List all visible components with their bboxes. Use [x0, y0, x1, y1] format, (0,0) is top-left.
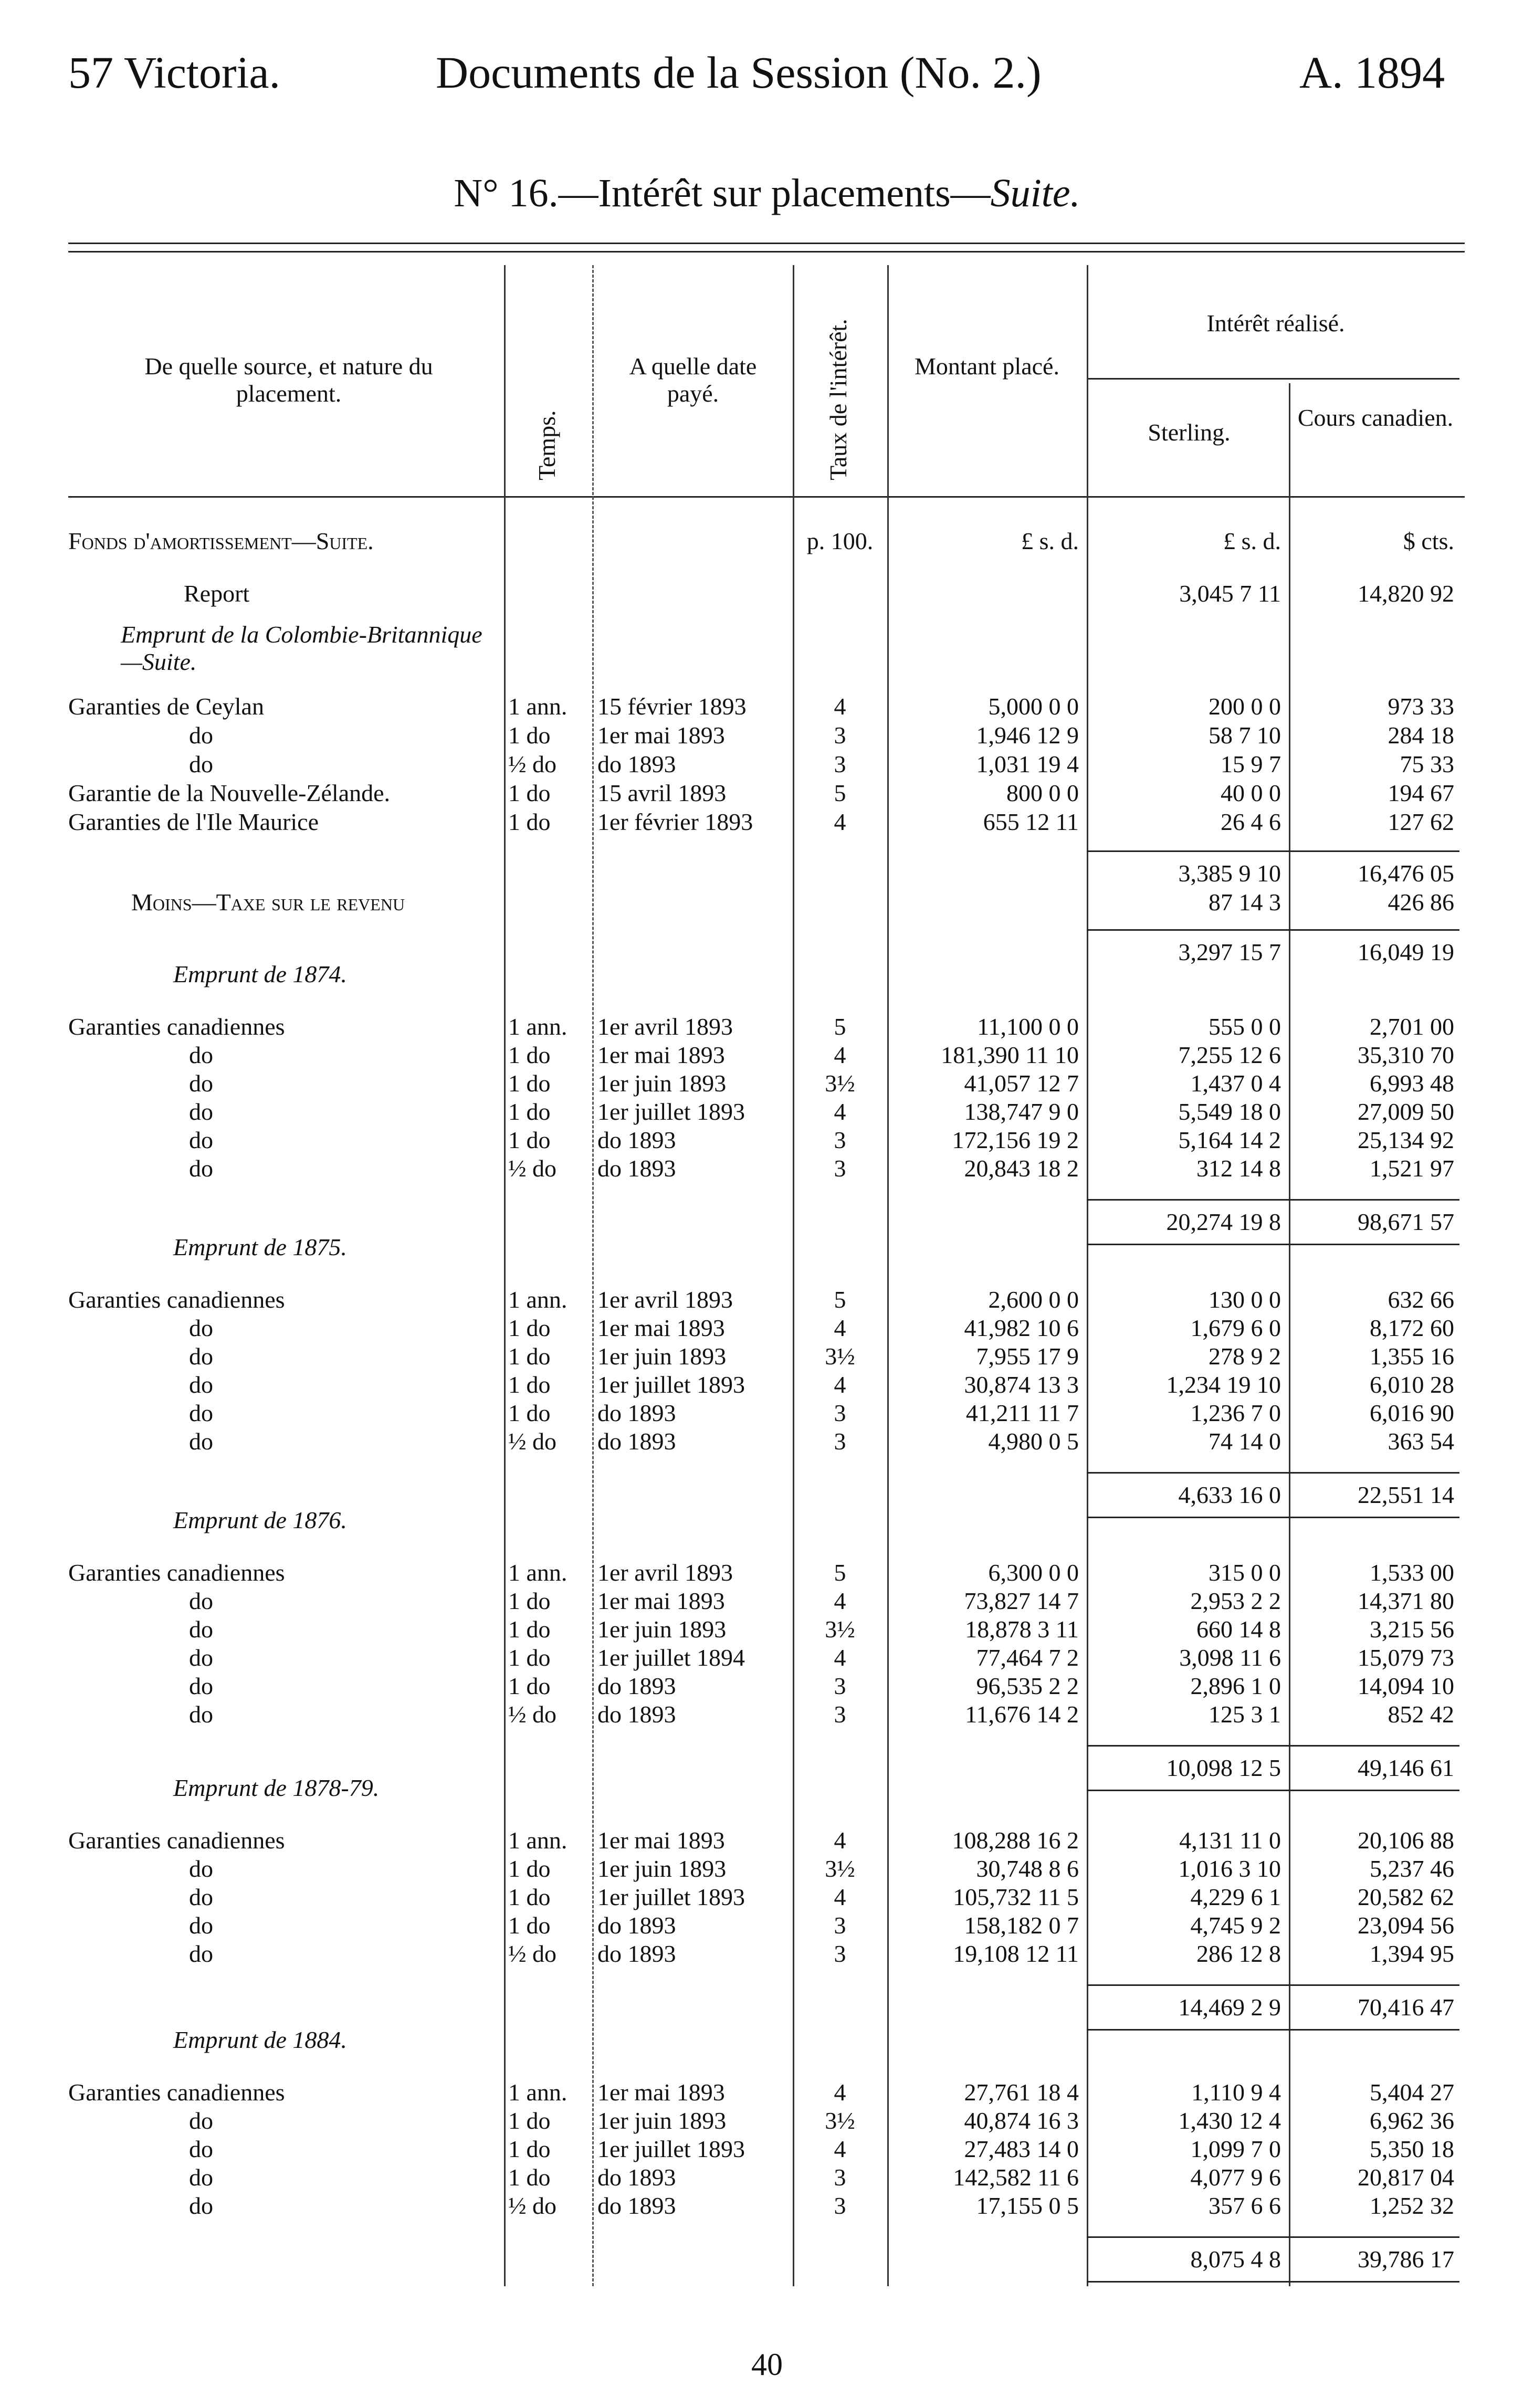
row-temps: ½ do — [508, 1701, 556, 1728]
row-taux: 3 — [834, 1127, 846, 1153]
row-taux: 4 — [834, 1827, 846, 1854]
col-divider-source — [504, 265, 506, 2286]
row-date: 1er juillet 1893 — [597, 1098, 745, 1125]
row-sterling: 2,896 1 0 — [1190, 1673, 1281, 1699]
row-sterling: 3,098 11 6 — [1179, 1644, 1281, 1671]
row-source: do — [189, 1155, 213, 1182]
row-taux: 5 — [834, 1559, 846, 1586]
loan-section-title: Emprunt de 1884. — [173, 2026, 347, 2053]
report-sterling: 3,045 7 11 — [1179, 580, 1281, 607]
loan-section-title: Emprunt de 1876. — [173, 1507, 347, 1533]
row-source: Garanties canadiennes — [68, 1013, 285, 1040]
row-montant: 800 0 0 — [1006, 780, 1079, 806]
row-sterling: 40 0 0 — [1221, 780, 1281, 806]
page-number: 40 — [751, 2347, 783, 2382]
col-divider-taux — [887, 265, 889, 2286]
loan-total-cours: 70,416 47 — [1358, 1994, 1454, 2021]
row-sterling: 58 7 10 — [1209, 722, 1281, 749]
row-temps: 1 do — [508, 2136, 551, 2162]
row-source: do — [189, 2107, 213, 2134]
row-temps: ½ do — [508, 1428, 556, 1455]
row-sterling: 15 9 7 — [1221, 751, 1281, 777]
row-montant: 18,878 3 11 — [965, 1616, 1079, 1643]
row-temps: 1 do — [508, 1315, 551, 1341]
row-source: do — [189, 1644, 213, 1671]
colhead-sterling: Sterling. — [1148, 419, 1231, 446]
row-sterling: 1,234 19 10 — [1166, 1371, 1281, 1398]
row-montant: 41,211 11 7 — [965, 1400, 1079, 1426]
row-date: do 1893 — [597, 1155, 676, 1182]
row-temps: 1 do — [508, 1042, 551, 1068]
row-montant: 73,827 14 7 — [964, 1587, 1079, 1614]
row-cours: 284 18 — [1388, 722, 1454, 749]
row-cours: 632 66 — [1388, 1286, 1454, 1313]
row-source: Garanties canadiennes — [68, 2079, 285, 2106]
loan-section-title: Emprunt de 1875. — [173, 1234, 347, 1260]
row-taux: 3 — [834, 1701, 846, 1728]
row-taux: 3 — [834, 1912, 846, 1939]
row-date: 1er juillet 1893 — [597, 2136, 745, 2162]
row-cours: 3,215 56 — [1370, 1616, 1454, 1643]
row-date: 1er juin 1893 — [597, 1855, 727, 1882]
header-session-year: 57 Victoria. — [68, 47, 281, 98]
loan-total-rule — [1087, 1984, 1459, 1986]
row-taux: 3½ — [825, 1070, 855, 1097]
row-temps: 1 ann. — [508, 2079, 568, 2106]
colhead-interet: Intérêt réalisé. — [1206, 310, 1345, 337]
row-temps: 1 do — [508, 1855, 551, 1882]
row-source: do — [189, 1701, 213, 1728]
row-sterling: 1,110 9 4 — [1191, 2079, 1281, 2106]
loan-total-bottom-rule — [1087, 1517, 1459, 1518]
row-sterling: 5,549 18 0 — [1178, 1098, 1281, 1125]
row-source: do — [189, 1315, 213, 1341]
colhead-cours: Cours canadien. — [1297, 404, 1454, 431]
loan-total-sterling: 4,633 16 0 — [1178, 1481, 1281, 1508]
row-source: do — [189, 1673, 213, 1699]
loan-total-sterling: 20,274 19 8 — [1166, 1208, 1281, 1235]
row-source: do — [189, 2136, 213, 2162]
moins-sterling: 87 14 3 — [1209, 889, 1281, 916]
row-date: 1er mai 1893 — [597, 2079, 725, 2106]
row-date: do 1893 — [597, 1127, 676, 1153]
row-source: Garanties de Ceylan — [68, 693, 264, 720]
row-cours: 194 67 — [1388, 780, 1454, 806]
row-montant: 4,980 0 5 — [988, 1428, 1079, 1455]
row-sterling: 125 3 1 — [1209, 1701, 1281, 1728]
row-cours: 127 62 — [1388, 808, 1454, 835]
row-cours: 363 54 — [1388, 1428, 1454, 1455]
row-sterling: 555 0 0 — [1209, 1013, 1281, 1040]
row-date: 1er mai 1893 — [597, 722, 725, 749]
row-montant: 181,390 11 10 — [941, 1042, 1079, 1068]
row-taux: 4 — [834, 1098, 846, 1125]
header-document-title: Documents de la Session (No. 2.) — [436, 47, 1042, 98]
row-date: do 1893 — [597, 1673, 676, 1699]
colhead-date: A quelle date payé. — [629, 353, 757, 407]
loan-total-rule — [1087, 1199, 1459, 1201]
col-divider-temps — [592, 265, 594, 2286]
row-date: 1er juin 1893 — [597, 2107, 727, 2134]
row-date: 15 avril 1893 — [597, 780, 727, 806]
row-date: 1er mai 1893 — [597, 1587, 725, 1614]
row-montant: 105,732 11 5 — [953, 1884, 1079, 1910]
row-cours: 6,010 28 — [1370, 1371, 1454, 1398]
row-montant: 17,155 0 5 — [976, 2192, 1079, 2219]
row-source: do — [189, 2192, 213, 2219]
unit-taux: p. 100. — [806, 528, 874, 554]
row-taux: 4 — [834, 1884, 846, 1910]
row-taux: 3 — [834, 1940, 846, 1967]
net-rule — [1087, 929, 1459, 931]
row-montant: 77,464 7 2 — [976, 1644, 1079, 1671]
moins-label: Moins—Taxe sur le revenu — [131, 889, 405, 916]
row-taux: 5 — [834, 1286, 846, 1313]
row-sterling: 4,077 9 6 — [1190, 2164, 1281, 2191]
row-cours: 14,371 80 — [1358, 1587, 1454, 1614]
row-temps: 1 ann. — [508, 1286, 568, 1313]
loan-total-rule — [1087, 1472, 1459, 1474]
row-taux: 3 — [834, 2164, 846, 2191]
row-taux: 3 — [834, 1673, 846, 1699]
row-montant: 27,483 14 0 — [964, 2136, 1079, 2162]
unit-sterling: £ s. d. — [1223, 528, 1281, 554]
row-date: do 1893 — [597, 1701, 676, 1728]
row-sterling: 4,745 9 2 — [1190, 1912, 1281, 1939]
row-temps: 1 ann. — [508, 1013, 568, 1040]
row-temps: 1 do — [508, 1616, 551, 1643]
row-source: do — [189, 751, 213, 777]
loan-total-bottom-rule — [1087, 2281, 1459, 2283]
row-temps: 1 do — [508, 1371, 551, 1398]
row-sterling: 1,236 7 0 — [1190, 1400, 1281, 1426]
row-source: do — [189, 1098, 213, 1125]
row-taux: 5 — [834, 780, 846, 806]
row-temps: 1 do — [508, 722, 551, 749]
row-date: 1er avril 1893 — [597, 1013, 733, 1040]
row-date: 1er juin 1893 — [597, 1616, 727, 1643]
colhead-source: De quelle source, et nature du placement. — [144, 353, 433, 407]
row-source: do — [189, 1616, 213, 1643]
row-montant: 2,600 0 0 — [988, 1286, 1079, 1313]
row-temps: 1 do — [508, 1912, 551, 1939]
net-cours: 16,049 19 — [1358, 939, 1454, 965]
row-sterling: 1,437 0 4 — [1190, 1070, 1281, 1097]
row-montant: 7,955 17 9 — [976, 1343, 1079, 1370]
row-taux: 4 — [834, 1042, 846, 1068]
loan-total-cours: 39,786 17 — [1358, 2246, 1454, 2273]
row-temps: ½ do — [508, 751, 556, 777]
row-taux: 3 — [834, 751, 846, 777]
row-montant: 655 12 11 — [983, 808, 1079, 835]
loan-total-rule — [1087, 1745, 1459, 1747]
row-temps: 1 do — [508, 1400, 551, 1426]
row-sterling: 357 6 6 — [1209, 2192, 1281, 2219]
row-montant: 41,057 12 7 — [964, 1070, 1079, 1097]
row-date: do 1893 — [597, 1428, 676, 1455]
row-sterling: 278 9 2 — [1209, 1343, 1281, 1370]
row-montant: 20,843 18 2 — [964, 1155, 1079, 1182]
row-montant: 30,874 13 3 — [964, 1371, 1079, 1398]
row-montant: 5,000 0 0 — [988, 693, 1079, 720]
row-montant: 142,582 11 6 — [953, 2164, 1079, 2191]
row-cours: 75 33 — [1400, 751, 1454, 777]
row-date: 1er juin 1893 — [597, 1343, 727, 1370]
row-taux: 5 — [834, 1013, 846, 1040]
loan-total-cours: 49,146 61 — [1358, 1754, 1454, 1781]
interet-subheader-rule — [1087, 378, 1459, 380]
loan-total-sterling: 10,098 12 5 — [1166, 1754, 1281, 1781]
col-divider-montant — [1087, 265, 1088, 2286]
row-montant: 158,182 0 7 — [964, 1912, 1079, 1939]
row-montant: 19,108 12 11 — [953, 1940, 1079, 1967]
row-date: 1er avril 1893 — [597, 1559, 733, 1586]
row-cours: 1,355 16 — [1370, 1343, 1454, 1370]
row-montant: 172,156 19 2 — [952, 1127, 1079, 1153]
row-taux: 3½ — [825, 2107, 855, 2134]
row-temps: 1 do — [508, 1644, 551, 1671]
col-divider-date — [793, 265, 794, 2286]
row-source: do — [189, 1400, 213, 1426]
row-cours: 2,701 00 — [1370, 1013, 1454, 1040]
row-montant: 96,535 2 2 — [976, 1673, 1079, 1699]
row-source: do — [189, 1940, 213, 1967]
row-taux: 3 — [834, 1400, 846, 1426]
row-source: Garanties canadiennes — [68, 1286, 285, 1313]
row-cours: 852 42 — [1388, 1701, 1454, 1728]
loan-total-sterling: 14,469 2 9 — [1178, 1994, 1281, 2021]
row-montant: 27,761 18 4 — [964, 2079, 1079, 2106]
row-source: do — [189, 2164, 213, 2191]
row-montant: 1,031 19 4 — [976, 751, 1079, 777]
row-source: do — [189, 1343, 213, 1370]
row-taux: 4 — [834, 2136, 846, 2162]
section-fonds-amortissement: Fonds d'amortissement—Suite. — [68, 528, 374, 554]
row-cours: 1,533 00 — [1370, 1559, 1454, 1586]
row-date: 1er juillet 1893 — [597, 1371, 745, 1398]
row-cours: 973 33 — [1388, 693, 1454, 720]
row-sterling: 4,229 6 1 — [1190, 1884, 1281, 1910]
row-temps: 1 ann. — [508, 1827, 568, 1854]
row-temps: 1 do — [508, 1587, 551, 1614]
loan-section-title: Emprunt de 1874. — [173, 961, 347, 987]
row-sterling: 4,131 11 0 — [1179, 1827, 1281, 1854]
loan-total-sterling: 8,075 4 8 — [1190, 2246, 1281, 2273]
row-montant: 138,747 9 0 — [964, 1098, 1079, 1125]
row-sterling: 1,016 3 10 — [1178, 1855, 1281, 1882]
row-sterling: 1,430 12 4 — [1178, 2107, 1281, 2134]
row-date: 1er mai 1893 — [597, 1827, 725, 1854]
row-cours: 1,521 97 — [1370, 1155, 1454, 1182]
row-source: do — [189, 1070, 213, 1097]
row-cours: 6,016 90 — [1370, 1400, 1454, 1426]
report-label: Report — [184, 580, 250, 607]
report-cours: 14,820 92 — [1358, 580, 1454, 607]
row-cours: 35,310 70 — [1358, 1042, 1454, 1068]
row-taux: 3½ — [825, 1616, 855, 1643]
row-temps: 1 do — [508, 2164, 551, 2191]
row-cours: 25,134 92 — [1358, 1127, 1454, 1153]
header-report-year: A. 1894 — [1299, 47, 1445, 98]
row-montant: 30,748 8 6 — [976, 1855, 1079, 1882]
row-cours: 5,237 46 — [1370, 1855, 1454, 1882]
row-temps: 1 do — [508, 1673, 551, 1699]
row-sterling: 312 14 8 — [1196, 1155, 1281, 1182]
loan-total-bottom-rule — [1087, 1790, 1459, 1791]
row-cours: 14,094 10 — [1358, 1673, 1454, 1699]
row-temps: 1 do — [508, 808, 551, 835]
row-temps: ½ do — [508, 1155, 556, 1182]
row-sterling: 1,099 7 0 — [1190, 2136, 1281, 2162]
row-date: 15 février 1893 — [597, 693, 747, 720]
row-taux: 4 — [834, 693, 846, 720]
colhead-montant: Montant placé. — [915, 353, 1059, 380]
row-taux: 4 — [834, 808, 846, 835]
row-source: Garantie de la Nouvelle-Zélande. — [68, 780, 391, 806]
row-date: do 1893 — [597, 1400, 676, 1426]
row-temps: ½ do — [508, 1940, 556, 1967]
row-cours: 5,404 27 — [1370, 2079, 1454, 2106]
row-date: do 1893 — [597, 751, 676, 777]
row-taux: 4 — [834, 1371, 846, 1398]
loan-total-bottom-rule — [1087, 1244, 1459, 1245]
row-taux: 3 — [834, 722, 846, 749]
table-top-rule-1 — [68, 243, 1465, 244]
table-header-bottom-rule — [68, 496, 1465, 498]
row-cours: 23,094 56 — [1358, 1912, 1454, 1939]
row-temps: 1 do — [508, 1098, 551, 1125]
loan-total-bottom-rule — [1087, 2029, 1459, 2031]
row-sterling: 2,953 2 2 — [1190, 1587, 1281, 1614]
row-cours: 20,106 88 — [1358, 1827, 1454, 1854]
row-sterling: 74 14 0 — [1209, 1428, 1281, 1455]
row-source: do — [189, 722, 213, 749]
row-sterling: 7,255 12 6 — [1178, 1042, 1281, 1068]
row-source: do — [189, 1127, 213, 1153]
row-source: do — [189, 1884, 213, 1910]
row-date: 1er mai 1893 — [597, 1315, 725, 1341]
row-source: do — [189, 1042, 213, 1068]
row-montant: 41,982 10 6 — [964, 1315, 1079, 1341]
subtotal-rule — [1087, 850, 1459, 852]
row-montant: 11,676 14 2 — [965, 1701, 1079, 1728]
title-suffix: Suite. — [990, 171, 1080, 215]
section-colombie-title: Emprunt de la Colombie-Britannique—Suite. — [121, 621, 482, 675]
row-taux: 3½ — [825, 1855, 855, 1882]
row-source: Garanties canadiennes — [68, 1559, 285, 1586]
row-taux: 4 — [834, 1315, 846, 1341]
row-cours: 27,009 50 — [1358, 1098, 1454, 1125]
row-temps: 1 do — [508, 780, 551, 806]
row-cours: 5,350 18 — [1370, 2136, 1454, 2162]
row-source: do — [189, 1587, 213, 1614]
row-source: Garanties de l'Ile Maurice — [68, 808, 319, 835]
row-source: do — [189, 1855, 213, 1882]
row-date: 1er juillet 1893 — [597, 1884, 745, 1910]
row-date: 1er avril 1893 — [597, 1286, 733, 1313]
row-sterling: 660 14 8 — [1196, 1616, 1281, 1643]
section-total-cours: 16,476 05 — [1358, 860, 1454, 887]
row-taux: 3½ — [825, 1343, 855, 1370]
row-temps: 1 do — [508, 1070, 551, 1097]
row-cours: 15,079 73 — [1358, 1644, 1454, 1671]
unit-cours: $ cts. — [1403, 528, 1454, 554]
row-temps: 1 do — [508, 2107, 551, 2134]
loan-section-title: Emprunt de 1878-79. — [173, 1774, 380, 1801]
row-date: do 1893 — [597, 1912, 676, 1939]
row-montant: 108,288 16 2 — [952, 1827, 1079, 1854]
loan-total-rule — [1087, 2236, 1459, 2238]
row-temps: 1 do — [508, 1884, 551, 1910]
colhead-taux: Taux de l'intérêt. — [825, 319, 852, 480]
row-taux: 3 — [834, 1155, 846, 1182]
moins-cours: 426 86 — [1388, 889, 1454, 916]
row-date: 1er mai 1893 — [597, 1042, 725, 1068]
row-taux: 3 — [834, 2192, 846, 2219]
row-temps: 1 ann. — [508, 1559, 568, 1586]
row-temps: 1 do — [508, 1343, 551, 1370]
row-taux: 4 — [834, 1587, 846, 1614]
row-temps: 1 ann. — [508, 693, 568, 720]
row-source: Garanties canadiennes — [68, 1827, 285, 1854]
row-montant: 11,100 0 0 — [977, 1013, 1079, 1040]
row-cours: 6,993 48 — [1370, 1070, 1454, 1097]
row-cours: 20,817 04 — [1358, 2164, 1454, 2191]
loan-total-cours: 98,671 57 — [1358, 1208, 1454, 1235]
row-sterling: 286 12 8 — [1196, 1940, 1281, 1967]
row-cours: 6,962 36 — [1370, 2107, 1454, 2134]
row-date: 1er juin 1893 — [597, 1070, 727, 1097]
row-cours: 20,582 62 — [1358, 1884, 1454, 1910]
row-date: do 1893 — [597, 2164, 676, 2191]
row-cours: 8,172 60 — [1370, 1315, 1454, 1341]
unit-montant: £ s. d. — [1021, 528, 1079, 554]
row-sterling: 5,164 14 2 — [1178, 1127, 1281, 1153]
colhead-temps: Temps. — [533, 410, 560, 480]
row-taux: 4 — [834, 2079, 846, 2106]
row-cours: 1,252 32 — [1370, 2192, 1454, 2219]
section-total-sterling: 3,385 9 10 — [1178, 860, 1281, 887]
row-taux: 4 — [834, 1644, 846, 1671]
row-cours: 1,394 95 — [1370, 1940, 1454, 1967]
row-sterling: 26 4 6 — [1221, 808, 1281, 835]
row-date: do 1893 — [597, 2192, 676, 2219]
col-divider-sterling — [1289, 383, 1290, 2286]
net-sterling: 3,297 15 7 — [1178, 939, 1281, 965]
row-temps: ½ do — [508, 2192, 556, 2219]
row-temps: 1 do — [508, 1127, 551, 1153]
row-sterling: 315 0 0 — [1209, 1559, 1281, 1586]
title-main: N° 16.—Intérêt sur placements— — [454, 171, 991, 215]
row-montant: 1,946 12 9 — [976, 722, 1079, 749]
row-sterling: 1,679 6 0 — [1190, 1315, 1281, 1341]
table-top-rule-2 — [68, 251, 1465, 253]
row-source: do — [189, 1912, 213, 1939]
row-taux: 3 — [834, 1428, 846, 1455]
row-date: 1er juillet 1894 — [597, 1644, 745, 1671]
row-source: do — [189, 1371, 213, 1398]
row-sterling: 200 0 0 — [1209, 693, 1281, 720]
row-sterling: 130 0 0 — [1209, 1286, 1281, 1313]
loan-total-cours: 22,551 14 — [1358, 1481, 1454, 1508]
row-date: do 1893 — [597, 1940, 676, 1967]
row-montant: 6,300 0 0 — [988, 1559, 1079, 1586]
row-date: 1er février 1893 — [597, 808, 753, 835]
row-montant: 40,874 16 3 — [964, 2107, 1079, 2134]
row-source: do — [189, 1428, 213, 1455]
